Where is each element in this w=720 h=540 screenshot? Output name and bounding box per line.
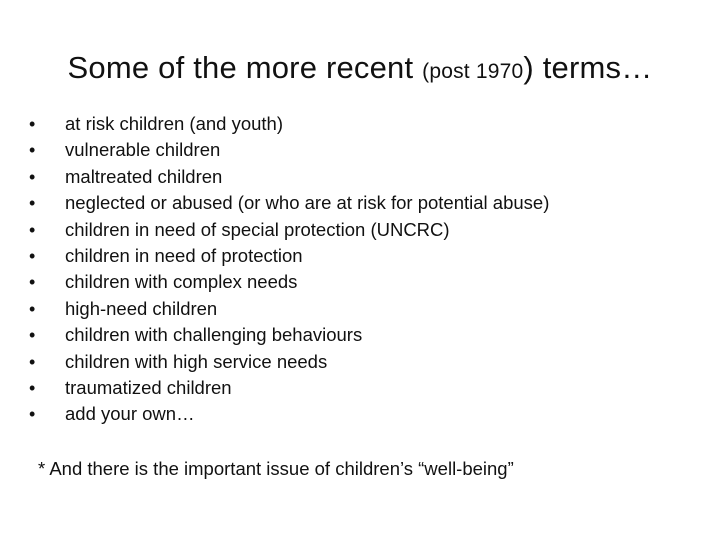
bullet-dot-icon: • <box>29 298 36 319</box>
bullet-dot-icon: • <box>29 114 36 134</box>
slide-title <box>0 46 720 94</box>
list-item-text: children with complex needs <box>65 271 298 293</box>
list-item-text: children in need of special protection (UNCRC) <box>65 218 450 240</box>
bullet-dot-icon: • <box>29 219 36 240</box>
bullet-dot-icon: • <box>29 351 36 372</box>
bullet-dot-icon: • <box>29 140 36 161</box>
bullet-dot-icon: • <box>29 377 36 398</box>
title-parenthetical: (post 1970 <box>422 60 524 83</box>
list-item-text: add your own… <box>65 403 195 425</box>
list-item-text: neglected or abused (or who are at risk for potential abuse) <box>65 192 550 214</box>
list-item-text: traumatized children <box>65 376 232 398</box>
bullet-dot-icon: • <box>29 404 36 425</box>
bullet-dot-icon: • <box>29 193 36 214</box>
list-item-text: children with challenging behaviours <box>65 324 363 346</box>
bullet-dot-icon: • <box>29 166 36 187</box>
bullet-dot-icon: • <box>29 245 36 266</box>
title-main: Some of the more recent <box>67 50 423 85</box>
list-item-text: children with high service needs <box>65 350 328 372</box>
bullet-dot-icon: • <box>29 325 36 346</box>
title-end: ) terms… <box>523 50 653 85</box>
footnote: * And there is the important issue of children’s “well-being” <box>38 458 514 479</box>
list-item-text: vulnerable children <box>65 139 221 161</box>
list-item-text: children in need of protection <box>65 244 303 266</box>
bullet-dot-icon: • <box>29 272 36 293</box>
list-item-text: at risk children (and youth) <box>65 113 283 134</box>
list-item-text: maltreated children <box>65 165 223 187</box>
list-item-text: high-need children <box>65 297 218 319</box>
